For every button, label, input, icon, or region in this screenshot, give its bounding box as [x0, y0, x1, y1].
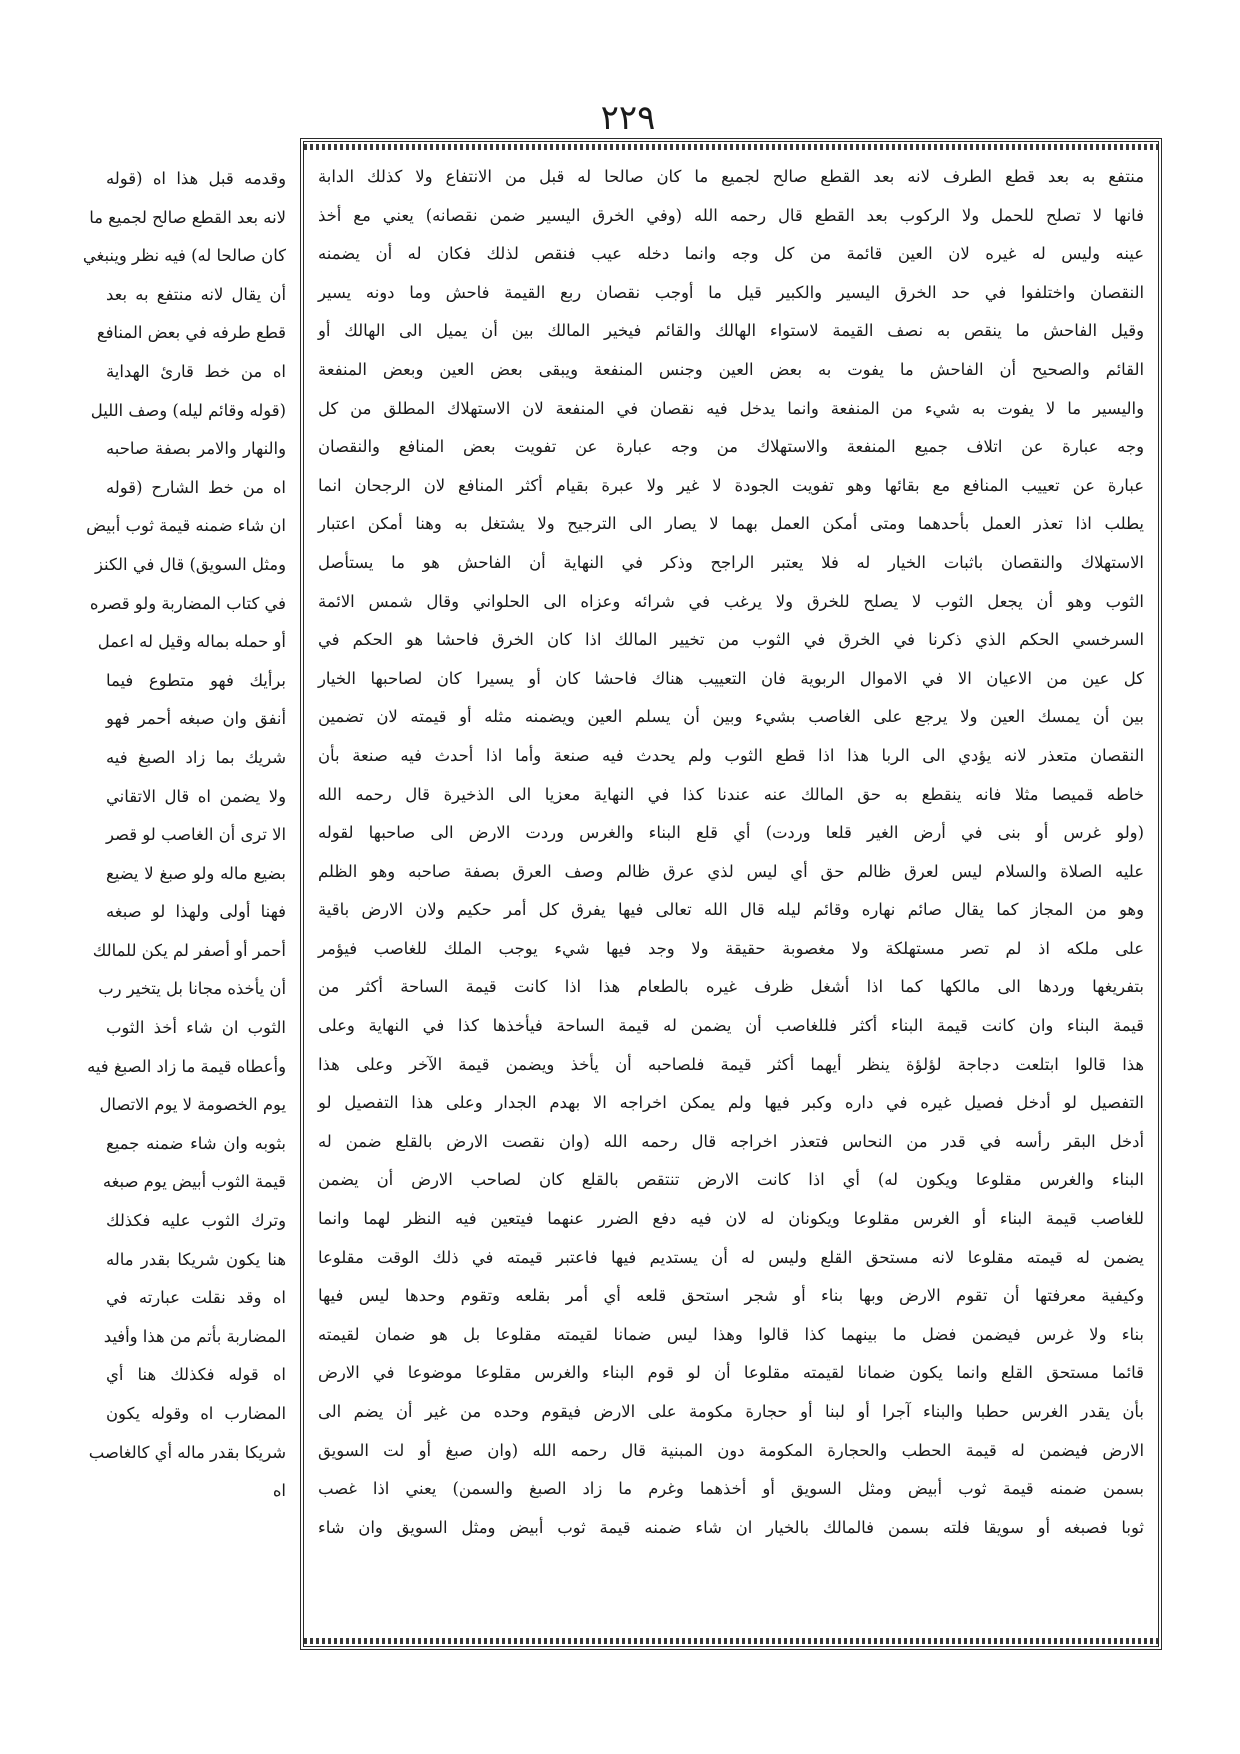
margin-note-line: هنا يكون شريكا بقدر ماله [106, 1249, 286, 1269]
main-text-line: وهو من المجاز كما يقال صائم نهاره وقائم ليله قال الله تعالى فيها يفرق كل أمر حكيم ولان الارض باقية [318, 900, 1144, 920]
margin-note-line: المضاربة بأتم من هذا وأفيد [103, 1326, 286, 1346]
margin-note-line: أن يقال لانه منتفع به بعد [106, 284, 286, 304]
margin-note-line: اه قوله فكذلك هنا أي [106, 1365, 286, 1385]
margin-note-line: الثوب ان شاء أخذ الثوب [106, 1018, 286, 1038]
main-text-line: البناء والغرس مقلوعا ويكون له) أي اذا كانت الارض تنتقص بالقلع كان لصاحب الارض أن يضمن [318, 1170, 1144, 1190]
margin-note-line: وترك الثوب عليه فكذلك [106, 1211, 286, 1231]
margin-note-line: فهنا أولى ولهذا لو صبغه [106, 902, 286, 922]
main-text-line: أدخل البقر رأسه في قدر من النحاس فتعذر اخراجه قال رحمه الله (وان نقصت الارض بالقلع ضمن له [318, 1131, 1144, 1151]
main-text-line: واليسير ما لا يفوت به شيء من المنفعة وانما يدخل فيه نقصان في المنفعة لان الاستهلاك المطلق من كل [318, 398, 1144, 418]
main-text-frame [300, 138, 1162, 1650]
main-text-line: النقصان متعذر لانه يؤدي الى الربا هذا اذا قطع الثوب ولم يحدث فيه صنعة وأما اذا أحدث فيه صنعة بأن [318, 745, 1144, 765]
margin-note-line: ومثل السويق) قال في الكنز [95, 554, 286, 574]
margin-note-line: أو حمله بماله وقيل له اعمل [97, 632, 286, 652]
main-text-line: السرخسي الحكم الذي ذكرنا في الخرق في الثوب من تخيير المالك اذا كان الخرق فاحشا هو الحكم في [318, 630, 1144, 650]
margin-note-line: المضارب اه وقوله يكون [106, 1404, 286, 1423]
main-text-line: قائما مستحق القلع وانما يكون ضمانا لقيمته مقلوعا أن لو قوم البناء والغرس مقلوعا موضوعا في الارض [318, 1363, 1144, 1383]
main-text-line: قيمة البناء وان كانت قيمة البناء أكثر فللغاصب أن يضمن له قيمة الساحة فيأخذها كذا في النهاية وعلى [318, 1016, 1144, 1036]
margin-note-line: في كتاب المضاربة ولو قصره [89, 593, 286, 613]
main-text-line: الاستهلاك والنقصان باثبات الخيار له فلا يعتبر الراجح وذكر في النهاية أن الفاحش هو ما يستأصل [318, 552, 1144, 572]
main-text-line: عينه وليس له غيره لان العين قائمة من كل وجه وانما دخله عيب فنقص لذلك فكان له أن يضمنه [318, 244, 1144, 264]
margin-note-line: ولا يضمن اه قال الاتقاني [106, 786, 286, 806]
main-text-line: القائم والصحيح أن الفاحش ما يفوت به بعض العين وجنس المنفعة ويبقى بعض العين وبعض المنفعة [318, 359, 1144, 379]
margin-note-line: قيمة الثوب أبيض يوم صبغه [102, 1172, 286, 1192]
main-text-column [318, 158, 1144, 1632]
margin-note-line: بثوبه وان شاء ضمنه جميع [106, 1133, 286, 1153]
main-text-line: يضمن له قيمته مقلوعا لانه مستحق القلع وليس له أن يستديم فيها فاعتبر قيمته في ذلك الوقت مقلوعا [318, 1247, 1144, 1267]
main-text-line: وجه عبارة عن اتلاف جميع المنفعة والاستهلاك من وجه عبارة عن تفويت بعض المنافع والنقصان [318, 437, 1144, 457]
main-text-line: للغاصب قيمة البناء أو الغرس مقلوعا ويكونان له لان فيه دفع الضرر عنهما فيتعين فيه النظر لهما وانما [318, 1209, 1144, 1229]
margin-note-line: اه من خط قارئ الهداية [106, 361, 286, 381]
margin-note-line: شريك بما زاد الصبغ فيه [106, 747, 286, 767]
margin-note-line: لانه بعد القطع صالح لجميع ما [89, 207, 286, 227]
main-text-line: عليه الصلاة والسلام ليس لعرق ظالم حق أي ليس لذي عرق ظالم وصف العرق بصفة صاحبه وهو الظلم [318, 861, 1144, 881]
main-text-line: النقصان واختلفوا في حد الخرق اليسير والكبير قيل ما أوجب نقصان ربع القيمة فاحش وما دونه يسير [318, 282, 1144, 302]
main-text-line: ثوبا فصبغه أو سويقا فلته بسمن فالمالك بالخيار ان شاء ضمنه قيمة ثوب أبيض ومثل السويق وان شاء [318, 1517, 1144, 1537]
margin-note-line: شريكا بقدر ماله أي كالغاصب [88, 1442, 286, 1462]
margin-note-line: الا ترى أن الغاصب لو قصر [106, 825, 286, 845]
main-text-line: التفصيل لو أدخل فصيل غيره في داره وكبر فيها ولم يمكن اخراجه الا بهدم الجدار وعلى هذا التفصيل لو [318, 1093, 1144, 1113]
margin-note-line: أن يأخذه مجانا بل يتخير رب [98, 979, 286, 999]
top-border-ornament [304, 144, 1158, 150]
main-text-line: وكيفية معرفتها أن تقوم الارض وبها بناء أو شجر استحق قلعه أي أمر بقلعه وتقوم وحدها ليس فيها [318, 1286, 1144, 1306]
margin-note-line: ان شاء ضمنه قيمة ثوب أبيض [86, 516, 286, 536]
margin-note-line: قطع طرفه في بعض المنافع [96, 323, 286, 343]
margin-note-line: كان صالحا له) فيه نظر وينبغي [82, 246, 286, 266]
main-text-line: بسمن ضمنه قيمة ثوب أبيض ومثل السويق أو أخذهما وغرم ما زاد الصبغ والسمن) يعني اذا غصب [318, 1479, 1144, 1499]
main-text-line: خاطه قميصا مثلا فانه ينقطع به حق المالك عنه عندنا كذا في النهاية معزيا الى الذخيرة قال رحمه الله [318, 784, 1144, 804]
margin-note-line: (قوله وقائم ليله) وصف الليل [90, 400, 286, 420]
main-text-line: بناء ولا غرس فيضمن فضل ما بينهما كذا قالوا وهذا ليس ضمانا لقيمته مقلوعا بل هو ضمان لقيمته [318, 1324, 1144, 1344]
margin-note-line: وأعطاه قيمة ما زاد الصبغ فيه [87, 1056, 286, 1076]
main-text-line: بين أن يمسك العين ولا يرجع على الغاصب بشيء وبين أن يسلم العين ويضمنه مثله أو قيمته لان تضمين [318, 707, 1144, 727]
margin-note-line: بضيع ماله ولو صبغ لا يضيع [106, 863, 286, 883]
main-text-line: على ملكه اذ لم تصر مستهلكة ولا مغصوبة حقيقة ولا وجد فيها شيء يوجب الملك للغاصب فيؤمر [318, 938, 1144, 958]
main-text-line: كل عين من الاعيان الا في الاموال الربوية فان التعييب هناك فاحشا كان أو يسيرا كان لصاحبها الخيار [318, 668, 1144, 688]
main-text-line: بأن يقدر الغرس حطبا والبناء آجرا أو لبنا أو حجارة مكومة على الارض فيقوم وحده من غير أن يضم الى [318, 1402, 1144, 1421]
margin-note-line: أنفق وان صبغه أحمر فهو [106, 709, 286, 729]
margin-note-line: اه وقد نقلت عبارته في [106, 1288, 286, 1308]
main-text-line: الثوب وهو أن يجعل الثوب لا يصلح للخرق ولا يرغب في شرائه وعزاه الى الحلواني وقال شمس الائمة [318, 591, 1144, 611]
main-text-line: (ولو غرس أو بنى في أرض الغير قلعا وردت) أي قلع البناء والغرس وردت الارض الى صاحبها لقوله [318, 823, 1144, 843]
main-text-line: يطلب اذا تعذر العمل بأحدهما ومتى أمكن العمل بهما لا يصار الى الترجيح ولا يشتغل به وهنا أمكن اعتبار [318, 514, 1144, 534]
main-text-line: وقيل الفاحش ما ينقص به نصف القيمة لاستواء الهالك والقائم فيخير المالك بين أن يميل الى الهالك أو [318, 321, 1144, 341]
page-number: ٢٢٩ [600, 98, 656, 138]
main-text-line: الارض فيضمن له قيمة الحطب والحجارة المكومة دون المبنية قال رحمه الله (وان صبغ أو لت السويق [318, 1440, 1144, 1460]
margin-note-line: يوم الخصومة لا يوم الاتصال [99, 1095, 286, 1115]
bottom-border-ornament [304, 1638, 1158, 1644]
margin-note-line: أحمر أو أصفر لم يكن للمالك [92, 940, 286, 960]
margin-note-line: اه [272, 1481, 286, 1501]
main-text-line: هذا قالوا ابتلعت دجاجة لؤلؤة ينظر أيهما أكثر قيمة فلصاحبه أن يأخذ ويضمن قيمة الآخر وعلى هذا [318, 1054, 1144, 1074]
main-text-line: منتفع به بعد قطع الطرف لانه بعد القطع صالح لجميع ما كان صالحا له قبل من الانتفاع ولا كذلك الدابة [318, 167, 1144, 186]
margin-commentary [82, 160, 286, 1511]
main-text-line: بتفريغها وردها الى مالكها كما اذا أشغل ظرف غيره بالطعام هذا اذا كانت قيمة الساحة أكثر من [318, 977, 1144, 997]
margin-note-line: اه من خط الشارح (قوله [106, 477, 286, 497]
main-text-line: عبارة عن تعييب المنافع مع بقائها وهو تفويت الجودة لا غير ولا عبرة بقيام أكثر المنافع لان الرجحان انما [318, 475, 1144, 495]
margin-note-line: والنهار والامر بصفة صاحبه [106, 439, 286, 459]
margin-note-line: وقدمه قبل هذا اه (قوله [106, 169, 286, 188]
margin-note-line: برأيك فهو متطوع فيما [106, 670, 286, 690]
main-text-line: فانها لا تصلح للحمل ولا الركوب بعد القطع قال رحمه الله (وفي الخرق اليسير ضمن نقصانه) يعني مع أخذ [318, 205, 1144, 225]
